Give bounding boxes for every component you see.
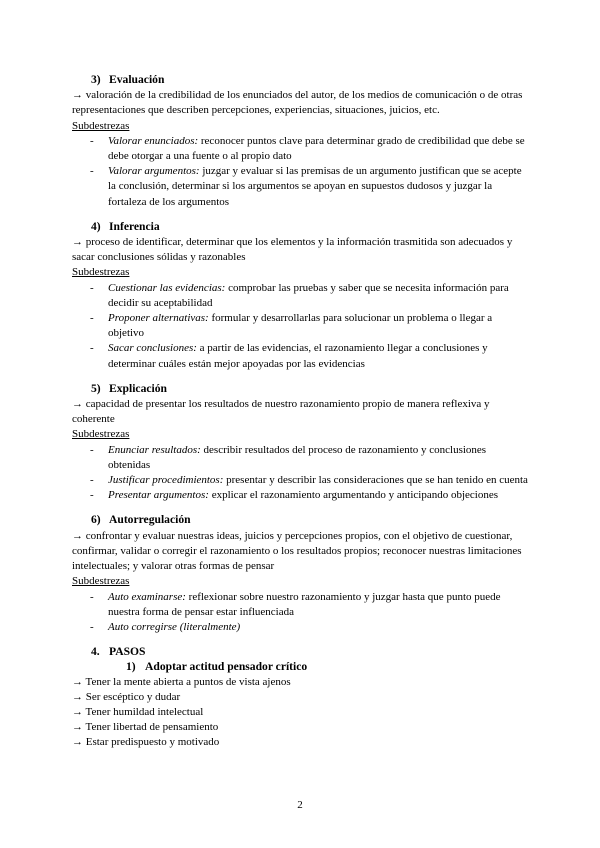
pasos-subheading: 1) Adoptar actitud pensador crítico xyxy=(126,660,308,674)
section-description: → valoración de la credibilidad de los enunciados del autor, de los medios de comunicación o de otras representaciones que describen percepciones, experiencias, situaciones, juicios, etc. xyxy=(72,89,523,117)
subdestrezas-label: Subdestrezas xyxy=(72,575,130,588)
list-item: - Justificar procedimientos: presentar y describir las consideraciones que se han tenido en cuenta xyxy=(90,474,528,487)
list-item: → Tener la mente abierta a puntos de vista ajenos xyxy=(72,675,291,688)
list-item: → Tener humildad intelectual xyxy=(72,705,204,718)
section-description: → confrontar y evaluar nuestras ideas, juicios y percepciones propios, con el objetivo de cuestionar, confirmar, validar o corregir el razonamiento o los resultados propios; reconocer nuestras limitaciones intelectuales; y valorar otras formas de pensar xyxy=(72,529,522,573)
section-description: → capacidad de presentar los resultados de nuestro razonamiento propio de manera reflexiva y coherente xyxy=(72,398,490,426)
document-page xyxy=(72,72,528,751)
list-item: → Ser escéptico y dudar xyxy=(72,690,181,703)
list-item: - Enunciar resultados: describir resultados del proceso de razonamiento y conclusiones obtenidas xyxy=(90,443,487,471)
list-item: → Tener libertad de pensamiento xyxy=(72,721,219,734)
section-autorregulacion xyxy=(72,512,528,635)
pasos-heading: 4. PASOS xyxy=(91,645,146,659)
section-evaluacion xyxy=(72,72,528,210)
section-description: → proceso de identificar, determinar que los elementos y la información trasmitida son adecuados y sacar conclusiones sólidas y razonables xyxy=(72,236,513,264)
subskill-list xyxy=(72,134,528,210)
list-item: - Proponer alternativas: formular y desarrollarlas para solucionar un problema o llegar a objetivo xyxy=(90,312,493,340)
list-item: → Estar predispuesto y motivado xyxy=(72,736,220,749)
page-number: 2 xyxy=(297,799,303,811)
section-heading: 5) Explicación xyxy=(91,381,167,395)
list-item: - Valorar enunciados: reconocer puntos clave para determinar grado de credibilidad que debe se debe otorgar a una fuente o al propio dato xyxy=(90,134,525,163)
subdestrezas-label: Subdestrezas xyxy=(72,266,130,279)
list-item: - Valorar argumentos: juzgar y evaluar si las premisas de un argumento justifican que se acepte la conclusión, determinar si los argumentos se apoyan en supuestos dudosos y juzgar la fortaleza de los argumentos xyxy=(90,165,522,208)
list-item: - Auto corregirse (literalmente) xyxy=(90,620,241,633)
list-item: - Sacar conclusiones: a partir de las evidencias, el razonamiento llegar a conclusiones y determinar cuáles están mejor apoyadas por las evidencias xyxy=(90,342,488,370)
section-pasos xyxy=(72,644,528,750)
subskill-list xyxy=(72,443,528,504)
section-inferencia xyxy=(72,219,528,372)
subskill-list xyxy=(72,590,528,636)
list-item: - Cuestionar las evidencias: comprobar las pruebas y saber que se necesita información para decidir su aceptabilidad xyxy=(90,281,509,309)
section-heading: 4) Inferencia xyxy=(91,219,160,233)
list-item: - Presentar argumentos: explicar el razonamiento argumentando y anticipando objeciones xyxy=(90,489,498,502)
list-item: - Auto examinarse: reflexionar sobre nuestro razonamiento y juzgar hasta que punto puede nuestra forma de pensar estar influenciada xyxy=(90,590,501,618)
subdestrezas-label: Subdestrezas xyxy=(72,428,130,441)
section-heading: 6) Autorregulación xyxy=(91,513,191,527)
section-explicacion xyxy=(72,381,528,504)
subdestrezas-label: Subdestrezas xyxy=(72,119,130,132)
section-heading: 3) Evaluación xyxy=(91,73,165,86)
subskill-list xyxy=(72,281,528,372)
